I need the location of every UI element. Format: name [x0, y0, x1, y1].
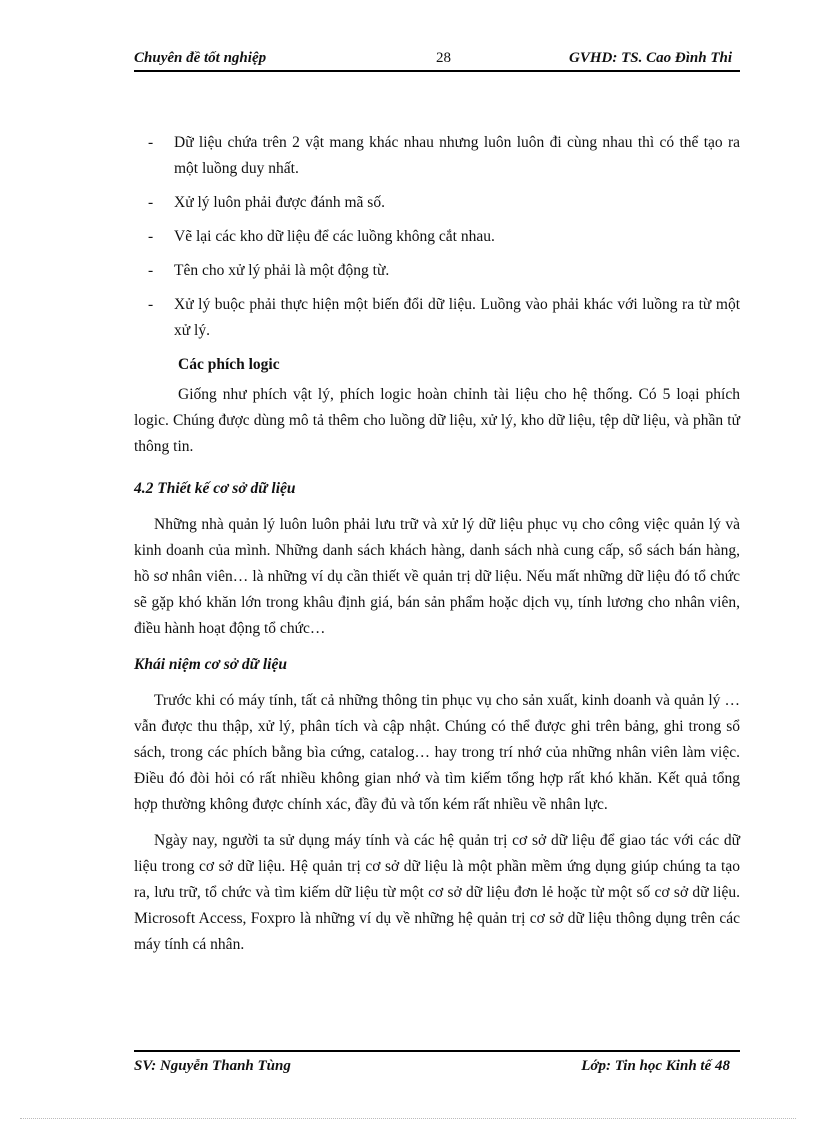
page-edge-divider	[20, 1118, 796, 1119]
bullet-dash: -	[148, 296, 154, 313]
list-item-text: Xử lý luôn phải được đánh mã số.	[174, 194, 385, 211]
page-header	[134, 48, 740, 72]
section-heading: 4.2 Thiết kế cơ sở dữ liệu	[134, 480, 296, 497]
bullet-dash: -	[148, 262, 154, 279]
list-item-text: Dữ liệu chứa trên 2 vật mang khác nhau nhưng luôn luôn đi cùng nhau thì có thể tạo ra một luồng duy nhất.	[174, 134, 740, 177]
header-document-title: Chuyên đề tốt nghiệp	[134, 50, 267, 66]
subsection-heading: Khái niệm cơ sở dữ liệu	[134, 656, 287, 673]
list-item-text: Vẽ lại các kho dữ liệu để các luồng không cắt nhau.	[174, 228, 495, 245]
list-item-text: Tên cho xử lý phải là một động từ.	[174, 262, 390, 279]
section-paragraph: Những nhà quản lý luôn luôn phải lưu trữ và xử lý dữ liệu phục vụ cho công việc quản lý và kinh doanh của mình. Những danh sách khách hàng, danh sách nhà cung cấp, sổ sách bán hàng, hồ sơ nhân viên… là những ví dụ cần thiết về quản trị dữ liệu. Nếu mất những dữ liệu đó tổ chức sẽ gặp khó khăn lớn trong khâu định giá, bán sản phẩm hoặc dịch vụ, tính lương cho nhân viên, điều hành hoạt động tổ chức…	[134, 516, 740, 637]
bullet-dash: -	[148, 134, 154, 151]
list-item	[134, 190, 740, 216]
concept-paragraph-2: Ngày nay, người ta sử dụng máy tính và các hệ quản trị cơ sở dữ liệu để giao tác với các dữ liệu trong cơ sở dữ liệu. Hệ quản trị cơ sở dữ liệu là một phần mềm ứng dụng giúp chúng ta tạo ra, lưu trữ, tổ chức và tìm kiếm dữ liệu từ một cơ sở dữ liệu đơn lẻ hoặc từ một số cơ sở dữ liệu. Microsoft Access, Foxpro là những ví dụ về những hệ quản trị cơ sở dữ liệu thông dụng trên các máy tính cá nhân.	[134, 832, 740, 953]
list-item	[134, 258, 740, 284]
list-item	[134, 224, 740, 250]
list-item-text: Xử lý buộc phải thực hiện một biến đổi dữ liệu. Luồng vào phải khác với luồng ra từ một xử lý.	[174, 296, 740, 339]
bullet-dash: -	[148, 194, 154, 211]
logical-cards-paragraph: Giống như phích vật lý, phích logic hoàn chỉnh tài liệu cho hệ thống. Có 5 loại phích logic. Chúng được dùng mô tả thêm cho luồng dữ liệu, xử lý, kho dữ liệu, tệp dữ liệu, và phần tử thông tin.	[134, 386, 740, 455]
list-item	[134, 292, 740, 344]
page-body	[134, 130, 740, 968]
footer-student: SV: Nguyễn Thanh Tùng	[134, 1058, 291, 1074]
logical-cards-heading: Các phích logic	[178, 356, 280, 373]
header-page-number: 28	[436, 50, 451, 66]
footer-class: Lớp: Tin học Kinh tế 48	[581, 1058, 730, 1074]
page-footer	[134, 1050, 740, 1078]
header-advisor: GVHD: TS. Cao Đình Thi	[569, 50, 732, 66]
bullet-dash: -	[148, 228, 154, 245]
concept-paragraph-1: Trước khi có máy tính, tất cả những thông tin phục vụ cho sản xuất, kinh doanh và quản lý … vẫn được thu thập, xử lý, phân tích và cập nhật. Chúng có thể được ghi trên bảng, ghi trong sổ sách, trong các phích bằng bìa cứng, catalog… hay trong trí nhớ của những nhân viên làm việc. Điều đó đòi hỏi có rất nhiều không gian nhớ và tìm kiếm tổng hợp rất khó khăn. Kết quả tổng hợp thường không được chính xác, đầy đủ và tốn kém rất nhiều về nhân lực.	[134, 692, 740, 813]
list-item	[134, 130, 740, 182]
